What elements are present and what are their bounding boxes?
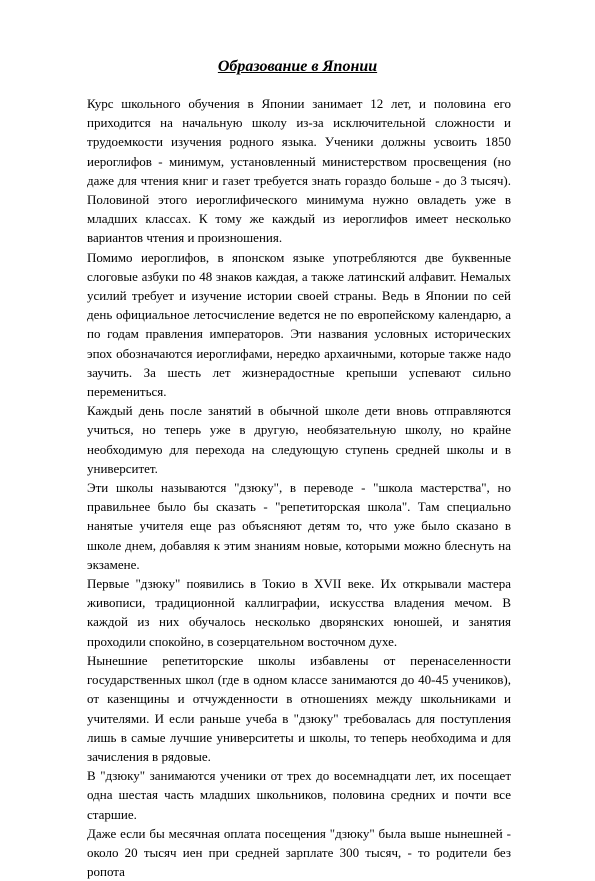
paragraph: Каждый день после занятий в обычной школе дети вновь отправляются учиться, но теперь уже в другую, необязательную школу, но крайне необходимую для перехода на следующую ступень средней школы и в университет. [87, 403, 511, 476]
paragraph: Даже если бы месячная оплата посещения "дзюку" была выше нынешней - около 20 тысяч иен при средней зарплате 300 тысяч, - то родители без ропота [87, 825, 511, 880]
paragraph: В "дзюку" занимаются ученики от трех до восемнадцати лет, их посещает одна шестая часть младших школьников, половина средних и почти все старшие. [87, 768, 511, 822]
paragraph: Помимо иероглифов, в японском языке употребляются две буквенные слоговые азбуки по 48 знаков каждая, а также латинский алфавит. Немалых усилий требует и изучение истории своей страны. Ведь в Японии по сей день официальное летосчисление ведется не по европейскому календарю, а по годам правления императоров. Эти названия условных исторических эпох обозначаются иероглифами, нередко архаичными, которые также надо заучить. За шесть лет жизнерадостные крепыши успевают сильно перемениться. [87, 249, 511, 400]
paragraph: Эти школы называются "дзюку", в переводе - "школа мастерства", но правильнее было бы сказать - "репетиторская школа". Там специально нанятые учителя еще раз объясняют детям то, что уже было сказано в школе днем, добавляя к этим знаниям новые, которыми можно блеснуть на экзамене. [87, 480, 511, 572]
paragraph: Нынешние репетиторские школы избавлены от перенаселенности государственных школ (где в одном классе занимаются до 40-45 учеников), от казенщины и отчужденности в отношениях между школьниками и учителями. И если раньше учеба в "дзюку" требовалась для поступления лишь в самые лучшие университеты и школы, то теперь необходима и для зачисления в рядовые. [87, 652, 511, 764]
paragraph: Первые "дзюку" появились в Токио в XVII веке. Их открывали мастера живописи, традиционной каллиграфии, искусства владения мечом. В каждой из них обучалось несколько дворянских юношей, и занятия проходили спокойно, в созерцательном восточном духе. [87, 576, 511, 649]
document-title: Образование в Японии [217, 58, 378, 75]
paragraph: Курс школьного обучения в Японии занимает 12 лет, и половина его приходится на начальную школу из-за исключительной сложности и трудоемкости изучения родного языка. Ученики должны усвоить 1850 иероглифов - минимум, установленный министерством просвещения (но даже для чтения книг и газет требуется знать гораздо больше - до 3 тысяч). Половиной этого иероглифического минимума нужно овладеть уже в младших классах. К тому же каждый из иероглифов имеет несколько вариантов чтения и произношения. [87, 96, 511, 246]
document-body [87, 94, 511, 881]
